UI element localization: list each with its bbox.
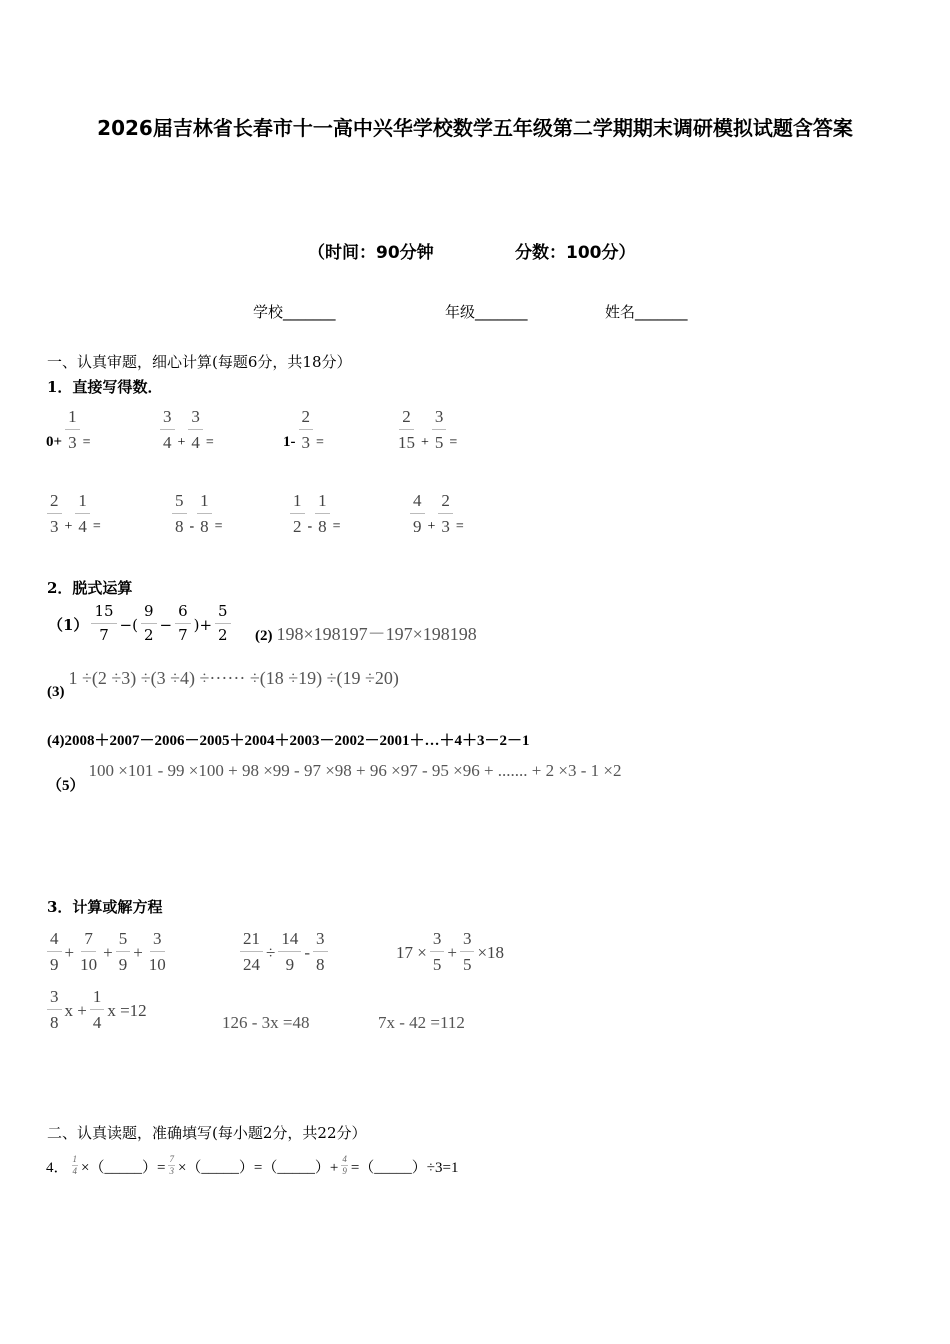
denominator: 7 [99,626,109,644]
fraction [313,930,328,973]
fraction [72,1155,79,1176]
q3-item-6: 7x - 42 =112 [378,1013,465,1032]
fraction [395,408,418,451]
school-field: 学校_______ [253,303,336,321]
operator-text: - [304,942,311,962]
page-title: 2026届吉林省长春市十一高中兴华学校数学五年级第二学期期末调研模拟试题含答案 [97,116,853,140]
numerator: 1 [290,492,305,514]
q1-item-5 [45,492,102,535]
q4-item [45,1154,459,1177]
operator-text: = [316,434,324,450]
operator-text: - [189,518,195,534]
operator-text: − [159,615,173,634]
name-field: 姓名_______ [605,303,688,321]
numerator: 3 [47,988,62,1010]
denominator: 5 [462,955,472,974]
numerator: 9 [141,604,157,624]
fraction [278,930,301,973]
q2-item-5 [47,760,622,794]
operator-text: （1） [48,616,89,634]
fraction [460,930,475,973]
numerator: 3 [150,930,165,952]
numerator: 21 [240,930,263,952]
operator-text: )+ [193,615,213,634]
fraction [430,930,445,973]
exam-time: （时间：90分钟 [308,243,434,263]
numerator: 7 [81,930,96,952]
operator-text: ÷ [266,942,276,962]
numerator: 4 [342,1154,347,1164]
operator-text: = [205,434,214,450]
fraction [410,492,425,535]
denominator: 9 [118,955,128,974]
fraction [65,408,80,451]
numerator: 3 [313,930,328,952]
denominator: 4 [72,1166,78,1176]
operator-text: ×（_____）=（_____）+ [177,1160,339,1176]
fraction [438,492,453,535]
fraction [341,1155,348,1176]
operator-text: + [421,434,429,450]
fraction [47,988,62,1031]
fraction [146,930,169,973]
operator-text: x + [64,1000,87,1020]
operator-text: + [103,942,113,962]
operator-text: = [92,518,101,534]
numerator: 5 [172,492,187,514]
operator-text: = [332,518,341,534]
numerator: 2 [438,492,453,514]
fraction [175,604,191,643]
fraction [290,492,305,535]
operator-text: −( [119,615,138,634]
denominator: 7 [178,626,188,644]
numerator: 1 [75,492,90,514]
denominator: 8 [316,955,325,974]
q2-item-3-expr: 1 ÷(2 ÷3) ÷(3 ÷4) ÷······ ÷(18 ÷19) ÷(19 ÷20) [68,668,399,688]
operator-text: - [307,518,313,534]
operator-text: + [64,518,73,534]
numerator: 4 [47,930,62,952]
section-2-heading: 二、认真读题，准确填写(每小题2分，共22分） [47,1124,367,1142]
operator-text: =（_____）÷3=1 [350,1160,459,1176]
fraction [432,408,447,451]
fraction [188,408,203,451]
numerator: 5 [215,604,231,624]
numerator: 2 [299,408,314,430]
fraction [47,930,62,973]
denominator: 9 [285,955,295,974]
q1-item-8 [408,492,465,535]
operator-text: 4． [46,1160,69,1176]
operator-text: = [214,518,223,534]
q1-item-6 [170,492,224,535]
denominator: 3 [169,1166,174,1176]
operator-text: = [449,434,458,450]
exam-score: 分数：100分） [515,243,636,263]
operator-text: 0+ [46,434,63,450]
denominator: 4 [191,433,200,452]
denominator: 4 [92,1013,102,1032]
question-1-title: 1．直接写得数． [47,378,163,396]
denominator: 15 [398,433,415,452]
operator-text: + [447,942,457,962]
numerator: 3 [160,408,175,430]
denominator: 8 [50,1013,59,1032]
q3-item-4 [45,988,148,1031]
denominator: 9 [342,1166,347,1176]
q1-item-7 [288,492,342,535]
numerator: 1 [197,492,212,514]
denominator: 4 [163,433,172,452]
q1-item-2 [158,408,215,451]
grade-field: 年级_______ [445,303,528,321]
question-3-title: 3．计算或解方程 [47,898,163,916]
numerator: 3 [460,930,475,952]
numerator: 1 [72,1154,78,1164]
fraction [240,930,263,973]
fraction [91,604,116,643]
q2-item-1 [47,604,233,643]
denominator: 9 [413,517,422,536]
fraction [172,492,187,535]
operator-text: + [427,518,436,534]
denominator: 3 [301,433,310,452]
q1-item-1 [45,408,91,451]
q2-item-5-expr: 100 ×101 - 99 ×100 + 98 ×99 - 97 ×98 + 96 ×97 - 95 ×96 + ....... + 2 ×3 - 1 ×2 [88,761,622,780]
q1-item-3 [282,408,325,451]
denominator: 3 [50,517,59,536]
numerator: 4 [410,492,425,514]
fraction [299,408,314,451]
q2-item-4: (4)2008＋2007－2006－2005＋2004＋2003－2002－2001＋…＋4＋3－2－1 [47,733,530,749]
fraction [168,1155,175,1176]
denominator: 2 [218,626,228,644]
operator-text: = [82,434,91,450]
operator-text: + [177,434,186,450]
section-1-heading: 一、认真审题，细心计算(每题6分，共18分） [47,353,352,371]
numerator: 2 [399,408,414,430]
q2-item-2 [255,620,477,646]
q2-item-2-expr: 198×198197－197×198198 [276,624,477,644]
denominator: 8 [200,517,209,536]
numerator: 1 [65,408,80,430]
operator-text: = [455,518,464,534]
numerator: 1 [90,988,105,1010]
q3-item-2 [238,930,330,973]
fraction [77,930,100,973]
denominator: 5 [432,955,442,974]
denominator: 8 [175,517,184,536]
operator-text: ×（_____）= [81,1160,166,1176]
denominator: 24 [243,955,260,974]
q2-item-3-label: (3) [47,684,65,700]
operator-text: ×18 [477,942,505,962]
operator-text: + [133,942,143,962]
numerator: 3 [430,930,445,952]
denominator: 9 [50,955,59,974]
q1-item-4 [393,408,458,451]
q3-item-5: 126 - 3x =48 [222,1013,310,1032]
fraction [47,492,62,535]
q3-item-1 [45,930,171,973]
numerator: 7 [169,1154,174,1164]
operator-text: 1- [283,434,296,450]
fraction [75,492,90,535]
operator-text: + [64,942,75,962]
fraction [197,492,212,535]
fraction [90,988,105,1031]
question-2-title: 2．脱式运算 [47,579,133,597]
denominator: 5 [434,433,444,452]
numerator: 6 [175,604,191,624]
denominator: 2 [293,517,302,536]
operator-text: x =12 [107,1000,147,1020]
numerator: 3 [432,408,447,430]
numerator: 5 [116,930,131,952]
denominator: 8 [318,517,327,536]
numerator: 15 [91,604,116,624]
fraction [116,930,131,973]
denominator: 3 [68,433,77,452]
numerator: 1 [315,492,330,514]
operator-text: 17 × [396,942,427,962]
fraction [215,604,231,643]
numerator: 14 [278,930,301,952]
numerator: 2 [47,492,62,514]
q2-item-5-label: （5） [47,778,85,794]
fraction [141,604,157,643]
denominator: 10 [148,955,166,974]
q3-item-3 [395,930,505,973]
denominator: 3 [441,517,450,536]
q2-item-3 [47,668,399,700]
numerator: 3 [188,408,203,430]
denominator: 10 [80,955,98,974]
fraction [315,492,330,535]
denominator: 4 [78,517,87,536]
denominator: 2 [143,626,154,644]
fraction [160,408,175,451]
q2-item-2-label: (2) [255,628,273,644]
